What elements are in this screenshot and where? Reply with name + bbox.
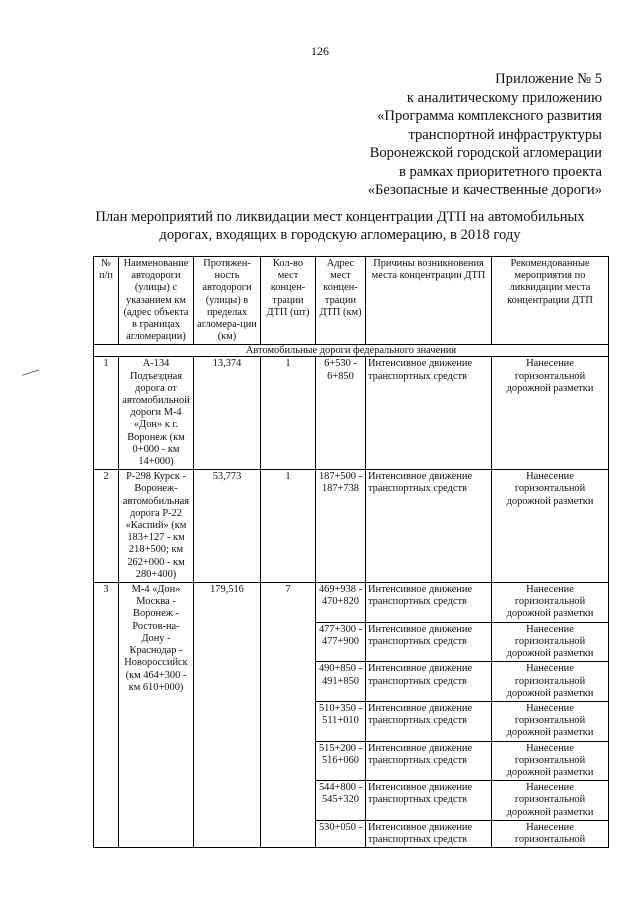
header-cell: Кол-во мест концен-трации ДТП (шт): [261, 257, 316, 345]
header-cell: Причины возникновения места концентрации ДТП: [366, 257, 492, 345]
spot-reason: Интенсивное движение транспортных средств: [366, 662, 492, 702]
spot-address: 515+200 - 516+060: [316, 741, 366, 781]
spot-measure: Нанесение горизонтальной дорожной разметки: [492, 741, 609, 781]
spot-count: 1: [261, 470, 316, 583]
spot-address: 469+938 - 470+820: [316, 583, 366, 623]
spot-measure: Нанесение горизонтальной дорожной разметки: [492, 662, 609, 702]
spot-reason: Интенсивное движение транспортных средств: [366, 741, 492, 781]
row-number: 3: [94, 583, 119, 848]
spot-measure: Нанесение горизонтальной дорожной разметки: [492, 583, 609, 623]
appendix-line: Воронежской городской агломерации: [369, 145, 602, 161]
spot-reason: Интенсивное движение транспортных средств: [366, 622, 492, 662]
road-length: 53,773: [194, 470, 261, 583]
spot-reason: Интенсивное движение транспортных средств: [366, 357, 492, 470]
spot-measure: Нанесение горизонтальной: [492, 820, 609, 847]
spot-reason: Интенсивное движение транспортных средств: [366, 820, 492, 847]
header-cell: Протяжен-ность автодороги (улицы) в пределах агломера-ции (км): [194, 257, 261, 345]
header-cell: Наименование автодороги (улицы) с указанием км (адрес объекта в границах агломерации): [119, 257, 194, 345]
spot-measure: Нанесение горизонтальной дорожной разметки: [492, 701, 609, 741]
road-name: А-134 Подъездная дорога от автомобильной дороги М-4 «Дон» к г. Воронеж (км 0+000 - км 14+000): [119, 357, 194, 470]
header-cell: Рекомендованные мероприятия по ликвидации места концентрации ДТП: [492, 257, 609, 345]
spot-measure: Нанесение горизонтальной дорожной разметки: [492, 470, 609, 583]
table-row: [94, 357, 609, 470]
spot-measure: Нанесение горизонтальной дорожной разметки: [492, 622, 609, 662]
spot-measure: Нанесение горизонтальной дорожной разметки: [492, 357, 609, 470]
appendix-heading: [242, 70, 602, 200]
appendix-line: в рамках приоритетного проекта: [398, 163, 602, 180]
appendix-line: «Безопасные и качественные дороги»: [367, 182, 602, 198]
spot-count: 1: [261, 357, 316, 470]
spot-address: 477+300 - 477+900: [316, 622, 366, 662]
row-number: 2: [94, 470, 119, 583]
table-header-row: [94, 257, 609, 345]
header-cell: № п/п: [94, 257, 119, 345]
header-cell: Адрес мест концен-трации ДТП (км): [316, 257, 366, 345]
title-line: План мероприятий по ликвидации мест концентрации ДТП на автомобильных: [95, 209, 585, 225]
row-number: 1: [94, 357, 119, 470]
spot-reason: Интенсивное движение транспортных средств: [366, 470, 492, 583]
appendix-line: Приложение № 5: [495, 71, 602, 87]
spot-address: 490+850 - 491+850: [316, 662, 366, 702]
page-number: 126: [311, 44, 329, 58]
appendix-line: транспортной инфраструктуры: [408, 126, 602, 143]
appendix-line: «Программа комплексного развития: [377, 108, 602, 124]
spot-reason: Интенсивное движение транспортных средств: [366, 583, 492, 623]
section-label: Автомобильные дороги федерального значения: [94, 345, 609, 357]
road-length: 13,374: [194, 357, 261, 470]
table-row: [94, 470, 609, 583]
road-length: 179,516: [194, 583, 261, 848]
section-row: [94, 345, 609, 357]
road-name: М-4 «Дон» Москва - Воронеж - Ростов-на-Дону - Краснодар - Новороссийск (км 464+300 - км 610+000): [119, 583, 194, 848]
spot-address: 510+350 - 511+010: [316, 701, 366, 741]
measures-table: [93, 256, 609, 848]
spot-address: 187+500 - 187+738: [316, 470, 366, 583]
spot-reason: Интенсивное движение транспортных средств: [366, 781, 492, 821]
spot-measure: Нанесение горизонтальной дорожной разметки: [492, 781, 609, 821]
spot-reason: Интенсивное движение транспортных средств: [366, 701, 492, 741]
spot-address: 530+050 -: [316, 820, 366, 847]
spot-address: 544+800 - 545+320: [316, 781, 366, 821]
appendix-line: к аналитическому приложению: [406, 89, 602, 106]
title-line: дорогах, входящих в городскую агломерацию, в 2018 году: [159, 227, 521, 243]
spot-count: 7: [261, 583, 316, 848]
table-row: [94, 583, 609, 623]
scan-mark: [22, 369, 40, 377]
road-name: Р-298 Курск - Воронеж-автомобильная дорога Р-22 «Каспий» (км 183+127 - км 218+500; км 262+000 - км 280+400): [119, 470, 194, 583]
document-title: [60, 208, 620, 244]
spot-address: 6+530 - 6+850: [316, 357, 366, 470]
